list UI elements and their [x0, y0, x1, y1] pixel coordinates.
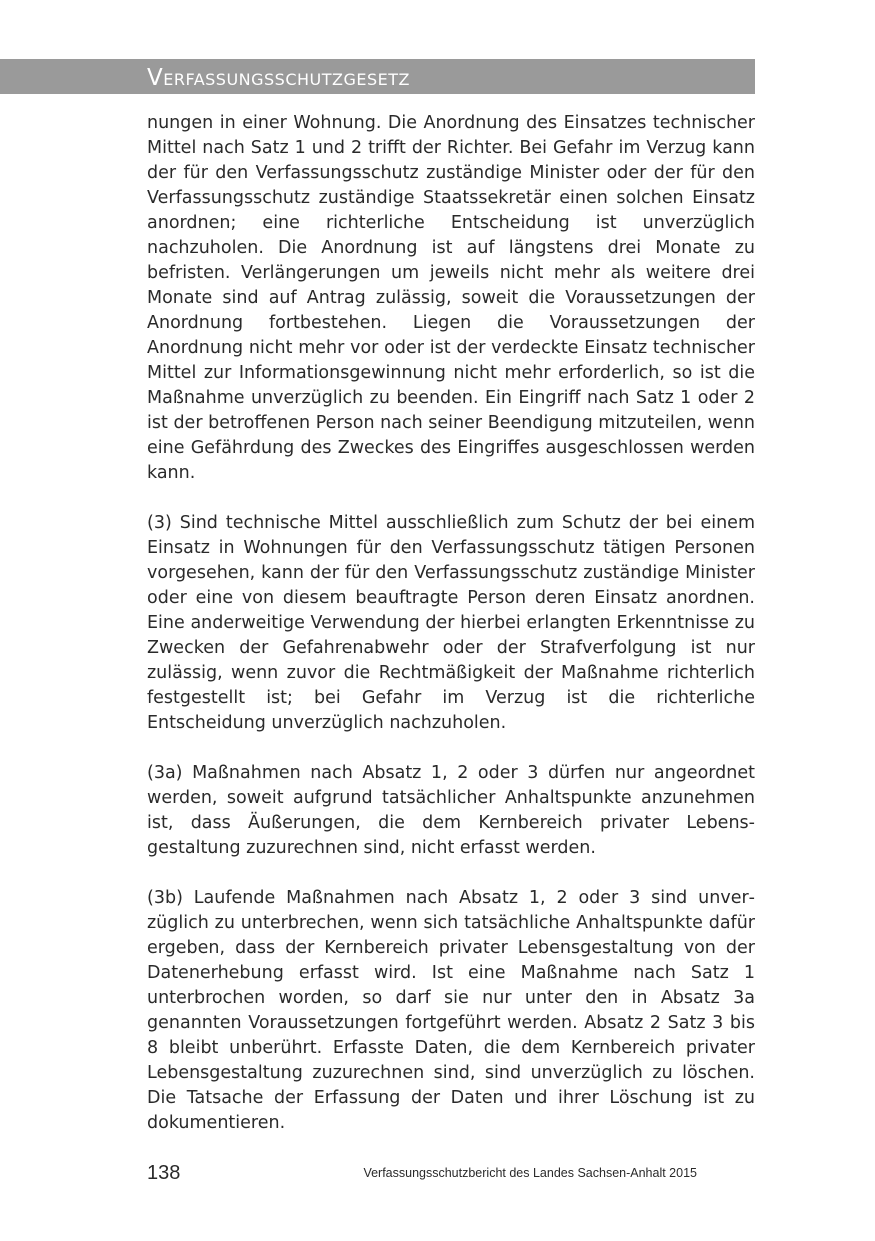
chapter-title: Verfassungsschutzgesetz: [147, 65, 410, 91]
paragraph: nungen in einer Wohnung. Die Anordnung des Einsatzes technischer Mittel nach Satz 1 und 2 trifft der Richter. Bei Gefahr im Verzug kann der für den Verfassungsschutz zuständige Minister oder der für den Verfassungsschutz zuständige Staatssekretär einen solchen Einsatz anordnen; eine richterliche Entscheidung ist unverzüglich nachzuholen. Die Anordnung ist auf längstens drei Monate zu befristen. Verlängerungen um jeweils nicht mehr als weitere drei Monate sind auf Antrag zulässig, soweit die Voraussetzungen der Anordnung fortbestehen. Liegen die Voraussetzungen der Anordnung nicht mehr vor oder ist der verdeckte Einsatz technischer Mittel zur Informationsgewinnung nicht mehr erforderlich, so ist die Maßnahme unverzüglich zu beenden. Ein Eingriff nach Satz 1 oder 2 ist der betroffenen Person nach seiner Beendigung mitzuteilen, wenn eine Gefährdung des Zweckes des Eingriffes ausgeschlossen werden kann.: [147, 113, 755, 483]
running-header: [0, 59, 755, 94]
page-footer: [147, 1158, 755, 1188]
paragraph: (3) Sind technische Mittel ausschließlich zum Schutz der bei einem Einsatz in Wohnungen für den Verfassungsschutz tätigen Personen vorgesehen, kann der für den Verfassungsschutz zuständige Minister oder eine von diesem beauftragte Person deren Einsatz anordnen. Eine anderweitige Verwendung der hierbei erlangten Erkenntnisse zu Zwecken der Gefahrenabwehr oder der Strafverfolgung ist nur zulässig, wenn zuvor die Rechtmäßigkeit der Maßnahme richterlich festgestellt ist; bei Gefahr im Verzug ist die richterliche Entscheidung unverzüglich nachzuholen.: [147, 513, 755, 733]
page-body: [147, 111, 755, 1136]
paragraph: (3b) Laufende Maßnahmen nach Absatz 1, 2 oder 3 sind unverzüglich zu unterbrechen, wenn sich tatsächliche Anhaltspunkte dafür ergeben, dass der Kernbereich privater Lebensgestaltung von der Datenerhebung erfasst wird. Ist eine Maßnahme nach Satz 1 unterbrochen worden, so darf sie nur unter den in Absatz 3a genannten Voraussetzungen fortgeführt werden. Absatz 2 Satz 3 bis 8 bleibt unberührt. Erfasste Daten, die dem Kernbereich privater Lebensgestaltung zuzurechnen sind, sind unverzüglich zu löschen. Die Tatsache der Erfassung der Daten und ihrer Löschung ist zu dokumentieren.: [147, 888, 755, 1133]
page-number: 138: [147, 1162, 181, 1184]
paragraph: (3a) Maßnahmen nach Absatz 1, 2 oder 3 dürfen nur angeordnet werden, soweit aufgrund tatsächlicher Anhaltspunkte anzunehmen ist, dass Äußerungen, die dem Kernbereich privater Lebensgestaltung zuzurechnen sind, nicht erfasst werden.: [147, 763, 755, 858]
publication-title: Verfassungsschutzbericht des Landes Sachsen-Anhalt 2015: [363, 1166, 697, 1180]
